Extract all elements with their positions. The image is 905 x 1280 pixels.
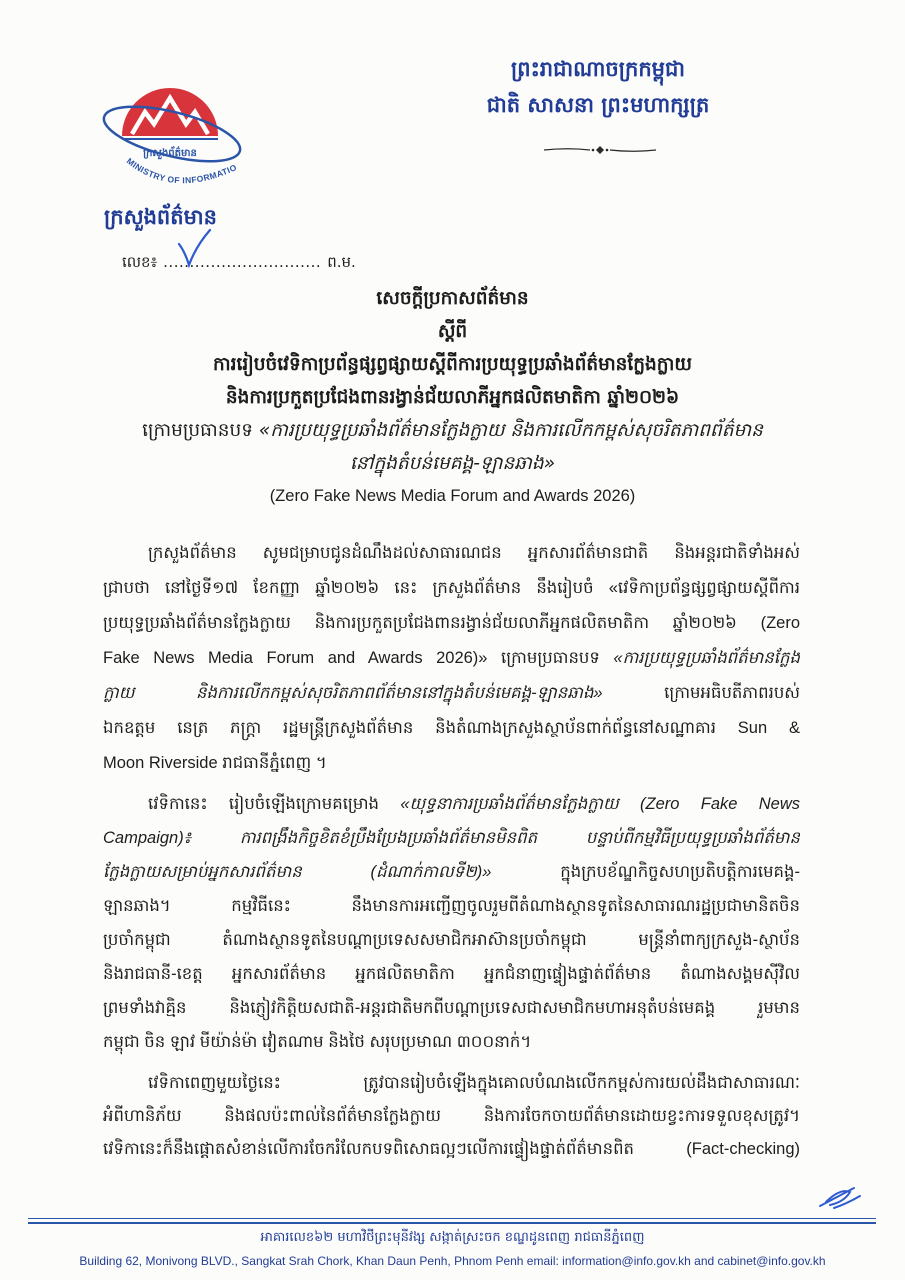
reference-suffix: ព.ម. <box>327 253 356 271</box>
footer-rule <box>28 1218 876 1224</box>
national-motto: ជាតិ សាសនា ព្រះមហាក្សត្រ <box>486 93 710 117</box>
logo-text-km: ក្រសួងព័ត៌មាន <box>143 148 197 159</box>
title-theme-line: នៅក្នុងតំបន់មេគង្គ-ឡានឆាង» <box>349 453 556 474</box>
reference-label: លេខ៖ <box>122 253 158 271</box>
italic-segment: ក្លាយ និងការលើកកម្ពស់សុចរិតភាពព័ត៌មាននៅក្នុងតំបន់មេគង្គ-ឡានឆាង» <box>103 684 603 702</box>
text-segment: ក្រោមប្រធានបទ <box>142 420 259 441</box>
text-segment: ឡានឆាង។ កម្មវិធីនេះ នឹងមានការអញ្ជើញចូលរួមពីតំណាងស្ថានទូតនៃសាធារណរដ្ឋប្រជាមានិតចិន <box>103 897 800 915</box>
body-line <box>103 1100 800 1133</box>
text-segment: ក្រសួងព័ត៌មាន សូមជម្រាបជូនដំណឹងដល់សាធារណជន អ្នកសារព័ត៌មានជាតិ និងអន្តរជាតិទាំងអស់ <box>148 544 800 562</box>
italic-segment: ក្លែងក្លាយសម្រាប់អ្នកសារព័ត៌មាន (ដំណាក់កាលទី២)» <box>103 863 492 881</box>
text-segment: ព្រមទាំងវាគ្មិន និងភ្ញៀវកិត្តិយសជាតិ-អន្តរជាតិមកពីបណ្តាប្រទេសជាសមាជិកមហាអនុតំបន់មេគង្គ រួមមាន <box>103 999 800 1017</box>
italic-segment: Campaign)៖ ការពង្រឹងកិច្ចខិតខំប្រឹងប្រែងប្រឆាំងព័ត៌មានមិនពិត បន្ទាប់ពីកម្មវិធីប្រយុទ្ធប្រឆាំងព័ត៌មាន <box>103 829 800 847</box>
title-subject-line: និងការប្រកួតប្រជែងពានរង្វាន់ជ័យលាភីអ្នកផលិតមាតិកា ឆ្នាំ២០២៦ <box>225 387 680 408</box>
body-line <box>103 676 800 711</box>
title-subject-line: ការរៀបចំវេទិកាប្រព័ន្ធផ្សព្វផ្សាយស្តីពីការប្រយុទ្ធប្រឆាំងព័ត៌មានក្លែងក្លាយ <box>212 354 693 375</box>
text-segment: និងរាជធានី-ខេត្ត អ្នកសារព័ត៌មាន អ្នកផលិតមាតិកា អ្នកជំនាញផ្ទៀងផ្ទាត់ព័ត៌មាន តំណាងសង្គមស៊ីវិល <box>103 965 800 983</box>
ministry-name: ក្រសួងព័ត៌មាន <box>104 205 217 229</box>
logo-text-en: MINISTRY OF INFORMATION <box>96 64 239 186</box>
body-line <box>103 787 800 821</box>
title-english: (Zero Fake News Media Forum and Awards 2026) <box>269 487 636 505</box>
press-release-title <box>40 282 865 513</box>
body-line <box>103 889 800 923</box>
text-segment: ប្រចាំកម្ពុជា តំណាងស្ថានទូតនៃបណ្តាប្រទេសសមាជិកអាស៊ានប្រចាំកម្ពុជា មន្ត្រីនាំពាក្យក្រសួង-ស្ថាប័ន <box>103 931 800 949</box>
text-segment: អំពីហានិភ័យ និងផលប៉ះពាល់នៃព័ត៌មានក្លែងក្លាយ និងការចែកចាយព័ត៌មានដោយខ្វះការទទួលខុសត្រូវ។ <box>103 1107 800 1125</box>
body-paragraph <box>103 1067 800 1166</box>
body-line <box>103 855 800 889</box>
ornament-divider <box>542 144 658 156</box>
body-line <box>103 711 800 746</box>
checkmark-icon <box>176 228 212 268</box>
kingdom-heading: ព្រះរាជាណាចក្រកម្ពុជា <box>510 57 685 81</box>
body-line <box>103 1025 800 1059</box>
body-line <box>103 536 800 571</box>
footer-address-en: Building 62, Monivong BLVD., Sangkat Srah Chork, Khan Daun Penh, Phnom Penh email: information@info.gov.kh and cabinet@info.gov.kh <box>79 1254 826 1268</box>
title-heading: សេចក្តីប្រកាសព័ត៌មាន <box>376 288 529 309</box>
footer-address-km: អាគារលេខ៦២ មហាវិថីព្រះមុនីវង្ស សង្កាត់ស្រះចក ខណ្ឌដូនពេញ រាជធានីភ្នំពេញ <box>260 1230 645 1245</box>
body-paragraph <box>103 536 800 781</box>
title-about: ស្តីពី <box>437 321 468 342</box>
body-line <box>103 821 800 855</box>
body-line <box>103 957 800 991</box>
text-segment: ក្រោមអធិបតីភាពរបស់ <box>602 684 800 702</box>
text-segment: ជ្រាបថា នៅថ្ងៃទី១៧ ខែកញ្ញា ឆ្នាំ២០២៦ នេះ ក្រសួងព័ត៌មាន នឹងរៀបចំ «វេទិកាប្រព័ន្ធផ្សព្វផ្សាយស្តីពីការ <box>103 579 800 597</box>
body-line <box>103 923 800 957</box>
text-segment: Fake News Media Forum and Awards 2026)» ក្រោមប្រធានបទ <box>103 649 614 667</box>
text-segment: កម្ពុជា ចិន ឡាវ មីយ៉ាន់ម៉ា វៀតណាម និងថៃ សរុបប្រមាណ ៣០០នាក់។ <box>103 1033 532 1051</box>
text-segment: ឯកឧត្តម នេត្រ ភក្ត្រា រដ្ឋមន្ត្រីក្រសួងព័ត៌មាន និងតំណាងក្រសួងស្ថាប័នពាក់ព័ន្ធនៅសណ្ឋាគារ Sun & <box>103 719 800 737</box>
body-line <box>103 746 800 781</box>
reference-number <box>122 249 356 275</box>
body-paragraph <box>103 787 800 1059</box>
signature-icon <box>816 1180 864 1214</box>
italic-segment: «ការប្រយុទ្ធប្រឆាំងព័ត៌មានក្លែងក្លាយ និងការលើកកម្ពស់សុចរិតភាពព័ត៌មាន <box>258 420 763 441</box>
ministry-logo <box>96 64 250 202</box>
text-segment: ក្នុងក្របខ័ណ្ឌកិច្ចសហប្រតិបត្តិការមេគង្គ- <box>491 863 800 881</box>
italic-segment: «ការប្រយុទ្ធប្រឆាំងព័ត៌មានក្លែង <box>613 649 800 667</box>
body-line <box>103 1067 800 1100</box>
body-line <box>103 1133 800 1166</box>
text-segment: ប្រយុទ្ធប្រឆាំងព័ត៌មានក្លែងក្លាយ និងការប្រកួតប្រជែងពានរង្វាន់ជ័យលាភីអ្នកផលិតមាតិកា ឆ្នាំ២០២៦ (Zero <box>103 614 800 632</box>
reference-blank: .............................. <box>163 253 322 271</box>
text-segment: វេទិកានេះក៏នឹងផ្តោតសំខាន់លើការចែករំលែកបទពិសោធល្អៗលើការផ្ទៀងផ្ទាត់ព័ត៌មានពិត (Fact-checking) <box>103 1140 800 1158</box>
title-theme-line <box>40 414 865 447</box>
body-line <box>103 571 800 606</box>
body-line <box>103 641 800 676</box>
text-segment: វេទិកាពេញមួយថ្ងៃនេះ ត្រូវបានរៀបចំឡើងក្នុងគោលបំណងលើកកម្ពស់ការយល់ដឹងជាសាធារណៈ <box>148 1074 800 1092</box>
body-line <box>103 991 800 1025</box>
text-segment: វេទិកានេះ រៀបចំឡើងក្រោមគម្រោង <box>148 795 401 813</box>
body-line <box>103 606 800 641</box>
italic-segment: «យុទ្ធនាការប្រឆាំងព័ត៌មានក្លែងក្លាយ (Zero Fake News <box>400 795 800 813</box>
text-segment: Moon Riverside រាជធានីភ្នំពេញ ។ <box>103 754 327 772</box>
